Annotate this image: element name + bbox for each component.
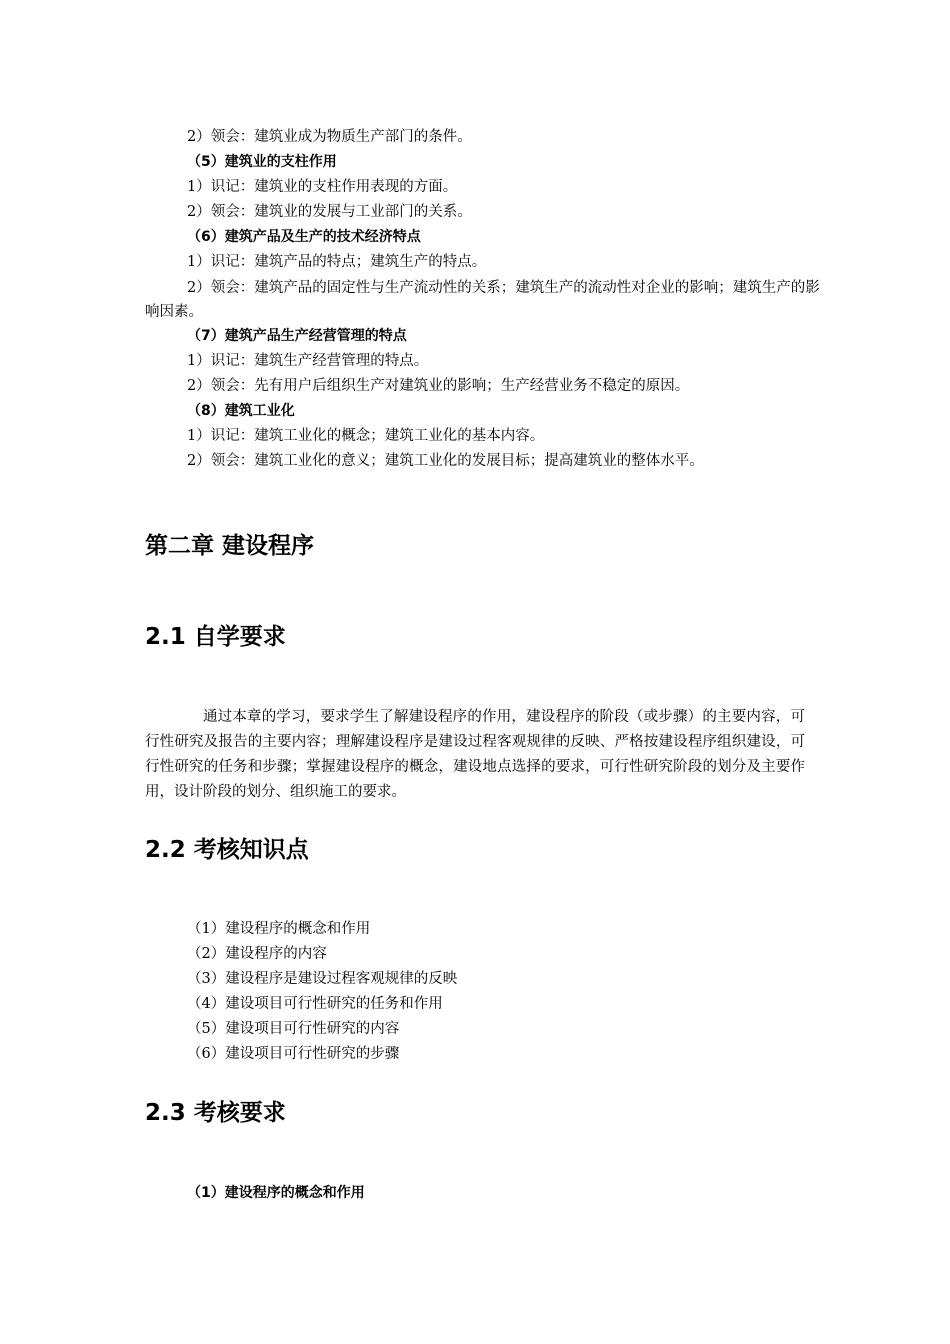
knowledge-point-item: （6）建设项目可行性研究的步骤 — [187, 1046, 400, 1062]
subheading-product-features: （6）建筑产品及生产的技术经济特点 — [187, 229, 421, 245]
knowledge-point-item: （5）建设项目可行性研究的内容 — [187, 1021, 400, 1037]
requirement-subheading: （1）建设程序的概念和作用 — [187, 1185, 365, 1201]
item-product-comprehend: 2）领会：建筑产品的固定性与生产流动性的关系；建筑生产的流动性对企业的影响；建筑生产的影响因素。 — [145, 280, 820, 320]
subheading-pillar-role: （5）建筑业的支柱作用 — [187, 154, 337, 170]
item-industrialization-comprehend: 2）领会：建筑工业化的意义；建筑工业化的发展目标；提高建筑业的整体水平。 — [187, 453, 704, 469]
item-pillar-recall: 1）识记：建筑业的支柱作用表现的方面。 — [187, 179, 458, 195]
knowledge-point-item: （4）建设项目可行性研究的任务和作用 — [187, 996, 443, 1012]
knowledge-point-item: （1）建设程序的概念和作用 — [187, 921, 371, 937]
section-heading-2-3: 2.3 考核要求 — [145, 1100, 286, 1126]
chapter1-line-comprehend-condition: 2）领会：建筑业成为物质生产部门的条件。 — [187, 129, 472, 145]
item-industrialization-recall: 1）识记：建筑工业化的概念；建筑工业化的基本内容。 — [187, 428, 545, 444]
knowledge-point-item: （3）建设程序是建设过程客观规律的反映 — [187, 971, 458, 987]
item-pillar-comprehend: 2）领会：建筑业的发展与工业部门的关系。 — [187, 204, 472, 220]
item-product-recall: 1）识记：建筑产品的特点；建筑生产的特点。 — [187, 254, 487, 270]
item-management-recall: 1）识记：建筑生产经营管理的特点。 — [187, 353, 429, 369]
chapter-title: 第二章 建设程序 — [145, 533, 315, 559]
subheading-industrialization: （8）建筑工业化 — [187, 403, 295, 419]
section-heading-2-1: 2.1 自学要求 — [145, 624, 286, 650]
section-heading-2-2: 2.2 考核知识点 — [145, 837, 309, 863]
subheading-management-features: （7）建筑产品生产经营管理的特点 — [187, 328, 407, 344]
item-management-comprehend: 2）领会：先有用户后组织生产对建筑业的影响；生产经营业务不稳定的原因。 — [187, 378, 690, 394]
knowledge-point-item: （2）建设程序的内容 — [187, 946, 327, 962]
self-study-paragraph: 通过本章的学习，要求学生了解建设程序的作用，建设程序的阶段（或步骤）的主要内容，可行性研究及报告的主要内容；理解建设程序是建设过程客观规律的反映、严格按建设程序组织建设，可行性研究的任务和步骤；掌握建设程序的概念，建设地点选择的要求，可行性研究阶段的划分及主要作用，设计阶段的划分、组织施工的要求。 — [145, 709, 805, 800]
